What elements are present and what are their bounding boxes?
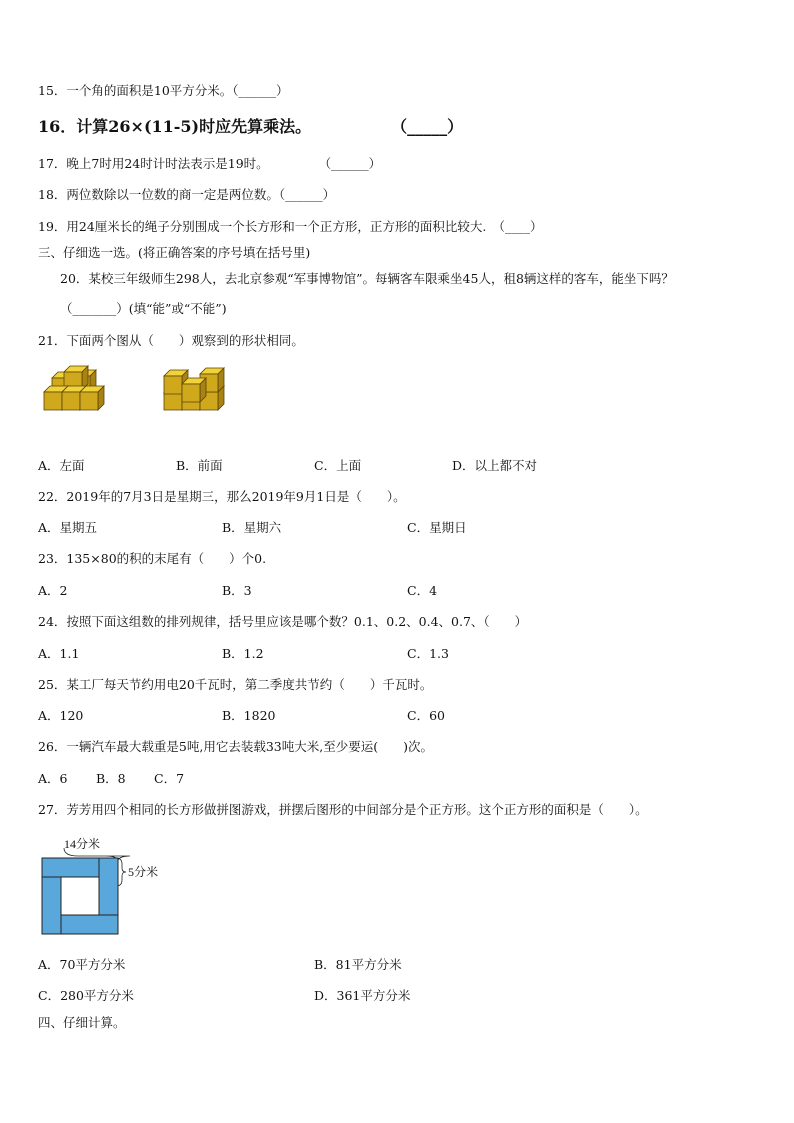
q26-option-b[interactable]: B．8 <box>96 771 126 786</box>
cube <box>80 386 104 410</box>
puzzle-rectangle <box>42 877 61 934</box>
question-15: 15．一个角的面积是10平方分米。（______） <box>38 83 289 98</box>
cube-figures <box>40 362 240 418</box>
section-4-heading: 四、仔细计算。 <box>38 1015 126 1030</box>
puzzle-rectangle <box>99 858 118 915</box>
question-18: 18．两位数除以一位数的商一定是两位数。（______） <box>38 187 336 202</box>
q23-option-a[interactable]: A．2 <box>38 583 68 598</box>
q26-option-c[interactable]: C．7 <box>154 771 185 786</box>
question-17: 17．晚上7时用24时计时法表示是19时。 （______） <box>38 156 382 171</box>
q24-option-a[interactable]: A．1.1 <box>38 646 80 661</box>
q22-option-a[interactable]: A．星期五 <box>38 520 98 535</box>
question-20-line1: 20．某校三年级师生298人，去北京参观“军事博物馆”。每辆客车限乘坐45人，租8辆这样的客车，能坐下吗？ <box>60 271 674 286</box>
q27-option-c[interactable]: C．280平方分米 <box>38 988 134 1003</box>
question-25: 25．某工厂每天节约用电20千瓦时，第二季度共节约（ ）千瓦时。 <box>38 677 433 692</box>
question-24: 24．按照下面这组数的排列规律，括号里应该是哪个数？0.1、0.2、0.4、0.7、（ ） <box>38 614 528 629</box>
q24-option-b[interactable]: B．1.2 <box>222 646 264 661</box>
q26-option-a[interactable]: A．6 <box>38 771 68 786</box>
q21-option-d[interactable]: D．以上都不对 <box>452 458 538 473</box>
rectangles-group <box>42 858 118 934</box>
q25-option-a[interactable]: A．120 <box>38 708 84 723</box>
question-26: 26．一辆汽车最大载重是5吨,用它去装载33吨大米,至少要运( )次。 <box>38 739 433 754</box>
question-20-line2: （_______）(填“能”或“不能”) <box>60 301 227 316</box>
question-19: 19．用24厘米长的绳子分别围成一个长方形和一个正方形，正方形的面积比较大. （____） <box>38 219 543 234</box>
q23-option-b[interactable]: B．3 <box>222 583 252 598</box>
puzzle-rectangle <box>42 858 99 877</box>
cube-figure-right <box>164 368 224 410</box>
question-23: 23．135×80的积的末尾有（ ）个0. <box>38 551 267 566</box>
q23-option-c[interactable]: C．4 <box>407 583 438 598</box>
q27-option-b[interactable]: B．81平方分米 <box>314 957 402 972</box>
q25-option-b[interactable]: B．1820 <box>222 708 276 723</box>
q21-option-b[interactable]: B．前面 <box>176 458 223 473</box>
q21-option-c[interactable]: C．上面 <box>314 458 362 473</box>
q27-option-d[interactable]: D．361平方分米 <box>314 988 411 1003</box>
q22-option-c[interactable]: C．星期日 <box>407 520 467 535</box>
square-puzzle-figure <box>38 834 178 938</box>
question-27: 27．芳芳用四个相同的长方形做拼图游戏，拼摆后图形的中间部分是个正方形。这个正方形的面积是（ ）。 <box>38 802 648 817</box>
cube <box>182 378 206 402</box>
q24-option-c[interactable]: C．1.3 <box>407 646 449 661</box>
q27-option-a[interactable]: A．70平方分米 <box>38 957 126 972</box>
question-21: 21．下面两个图从（ ）观察到的形状相同。 <box>38 333 304 348</box>
side-dimension-label: 5分米 <box>128 865 159 879</box>
cube-figure-left <box>44 366 104 410</box>
question-16: 16．计算26×(11-5)时应先算乘法。 （_____） <box>38 117 464 136</box>
q22-option-b[interactable]: B．星期六 <box>222 520 282 535</box>
q25-option-c[interactable]: C．60 <box>407 708 445 723</box>
puzzle-rectangle <box>61 915 118 934</box>
section-3-heading: 三、仔细选一选。(将正确答案的序号填在括号里) <box>38 245 311 260</box>
q21-option-a[interactable]: A．左面 <box>38 458 85 473</box>
top-dimension-label: 14分米 <box>64 837 101 851</box>
question-22: 22．2019年的7月3日是星期三，那么2019年9月1日是（ ）。 <box>38 489 406 504</box>
